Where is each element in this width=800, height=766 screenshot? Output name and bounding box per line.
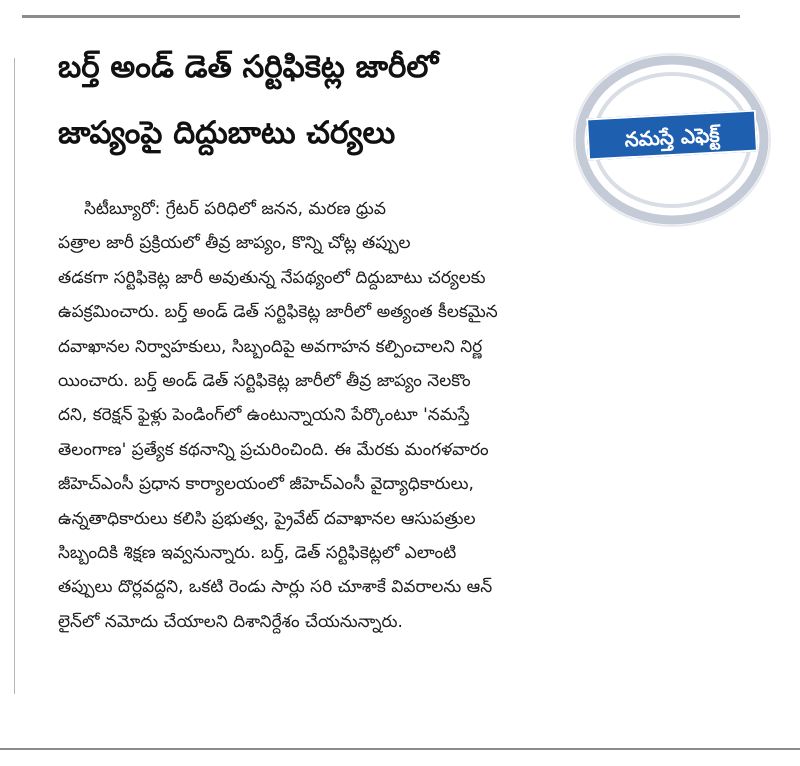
body-line: ఉన్నతాధికారులు కలిసి ప్రభుత్వ, ప్రైవేట్ దవాఖానల ఆసుపత్రుల [58,508,476,529]
headline-line-2: జాప్యంపై దిద్దుబాటు చర్యలు [58,115,396,151]
body-line: పత్రాల జారీ ప్రక్రియలో తీవ్ర జాప్యం, కొన్ని చోట్ల తప్పుల [58,233,411,254]
body-line: తడకగా సర్టిఫికెట్ల జారీ అవుతున్న నేపథ్యంలో దిద్దుబాటు చర్యలకు [58,267,486,288]
body-line: తెలంగాణ' ప్రత్యేక కథనాన్ని ప్రచురించింది. ఈ మేరకు మంగళవారం [58,439,489,460]
body-line: దవాఖానల నిర్వాహకులు, సిబ్బందిపై అవగాహన కల్పించాలని నిర్ణ [58,336,483,357]
headline-line-1: బర్త్ అండ్ డెత్ సర్టిఫికెట్ల జారీలో [58,49,439,85]
body-line: సిటీబ్యూరో: గ్రేటర్ పరిధిలో జనన, మరణ ధ్రువ [84,199,386,219]
body-line: లైన్‌లో నమోదు చేయాలని దిశానిర్దేశం చేయనున్నారు. [58,611,403,632]
stamp-label: నమస్తే ఎఫెక్ట్ [586,110,758,161]
body-line: జీహెచ్ఎంసీ ప్రధాన కార్యాలయంలో జీహెచ్ఎంసీ వైద్యాధికారులు, [58,474,474,495]
left-column-rule [14,58,15,694]
top-rule [22,15,740,18]
body-line: దని, కరెక్షన్ ఫైళ్లు పెండింగ్‌లో ఉంటున్నాయని పేర్కొంటూ 'నమస్తే [58,405,470,426]
body-line: సిబ్బందికి శిక్షణ ఇవ్వనున్నారు. బర్త్, డెత్ సర్టిఫికెట్లలో ఎలాంటి [58,543,457,564]
bottom-rule [0,748,800,750]
body-line: యించారు. బర్త్ అండ్ డెత్ సర్టిఫికెట్ల జారీలో తీవ్ర జాప్యం నెలకొం [58,371,471,392]
article-body [58,192,748,639]
article-headline [58,34,578,166]
body-line: తప్పులు దొర్లవద్దని, ఒకటి రెండు సార్లు సరి చూశాకే వివరాలను ఆన్ [58,577,493,598]
body-line: ఉపక్రమించారు. బర్త్ అండ్ డెత్ సర్టిఫికెట్ల జారీలో అత్యంత కీలకమైన [58,302,498,323]
